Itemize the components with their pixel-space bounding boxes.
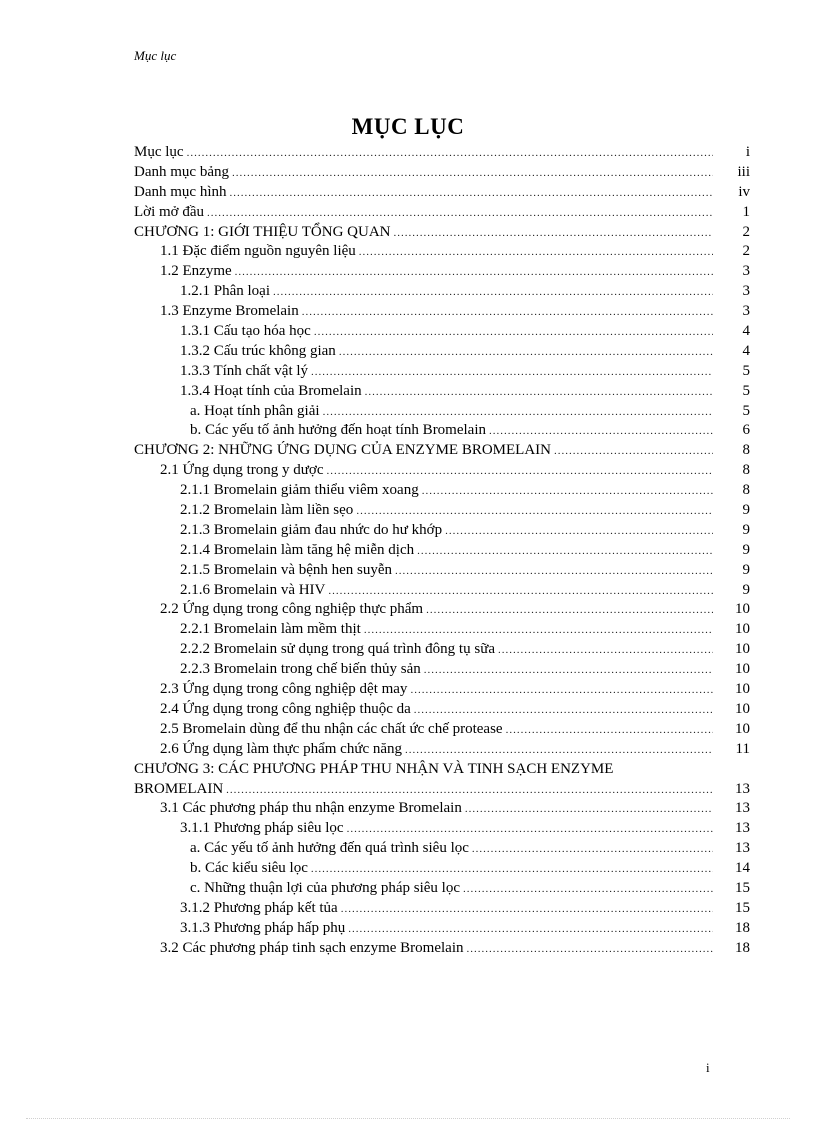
toc-entry-page: 3: [742, 303, 750, 320]
toc-entry-page: 3: [742, 283, 750, 300]
toc-entry-label: 1.1 Đặc điểm nguồn nguyên liệu: [160, 243, 356, 260]
dot-leader: [339, 343, 713, 363]
toc-entry-label: a. Hoạt tính phân giải: [190, 402, 320, 419]
toc-entry-label: Danh mục hình: [134, 183, 227, 200]
dot-leader: [422, 482, 713, 502]
toc-entry[interactable]: [134, 760, 750, 780]
toc-entry-label: 1.3 Enzyme Bromelain: [160, 303, 299, 320]
toc-entry[interactable]: [134, 720, 750, 740]
toc-entry[interactable]: [134, 839, 750, 859]
toc-entry-label: 2.6 Ứng dụng làm thực phẩm chức năng: [160, 740, 403, 757]
toc-entry-page: 8: [742, 442, 750, 459]
dot-leader: [341, 900, 713, 920]
toc-entry-label: 2.1.1 Bromelain giảm thiểu viêm xoang: [180, 482, 419, 499]
toc-entry[interactable]: [134, 521, 750, 541]
toc-entry[interactable]: [134, 581, 750, 601]
toc-entry-page: 5: [742, 362, 750, 379]
toc-entry-label: 2.2.1 Bromelain làm mềm thịt: [180, 621, 361, 638]
dot-leader: [414, 701, 713, 721]
dot-leader: [426, 601, 713, 621]
dot-leader: [273, 283, 713, 303]
toc-entry[interactable]: [134, 322, 750, 342]
toc-entry-page: 10: [735, 720, 750, 737]
dot-leader: [465, 800, 713, 820]
toc-entry-page: 18: [735, 919, 750, 936]
toc-entry-label: CHƯƠNG 2: NHỮNG ỨNG DỤNG CỦA ENZYME BROMELAIN: [134, 442, 551, 459]
dot-leader: [395, 562, 713, 582]
toc-entry[interactable]: [134, 780, 750, 800]
page-number: i: [706, 1060, 710, 1075]
dot-leader: [232, 164, 713, 184]
toc-entry[interactable]: [134, 203, 750, 223]
toc-entry-page: 5: [742, 382, 750, 399]
dot-leader: [311, 860, 713, 880]
toc-entry-page: 1: [742, 203, 750, 220]
table-of-contents: [134, 143, 750, 959]
dot-leader: [314, 323, 713, 343]
toc-entry-label: 3.1.3 Phương pháp hấp phụ: [180, 919, 346, 936]
toc-entry-page: 5: [742, 402, 750, 419]
toc-entry-page: 13: [735, 780, 750, 797]
toc-entry-label: 2.2 Ứng dụng trong công nghiệp thực phẩm: [160, 601, 424, 618]
toc-entry[interactable]: [134, 879, 750, 899]
dot-leader: [467, 940, 714, 960]
toc-entry[interactable]: [134, 223, 750, 243]
toc-entry[interactable]: [134, 939, 750, 959]
toc-entry[interactable]: [134, 660, 750, 680]
toc-entry-page: 14: [735, 860, 750, 877]
toc-entry-label: b. Các kiểu siêu lọc: [190, 860, 308, 877]
toc-entry-label: BROMELAIN: [134, 780, 224, 797]
toc-entry-label: b. Các yếu tố ảnh hưởng đến hoạt tính Bromelain: [190, 422, 487, 439]
toc-entry-label: a. Các yếu tố ảnh hưởng đến quá trình siêu lọc: [190, 840, 469, 857]
toc-entry-label: 2.1 Ứng dụng trong y dược: [160, 462, 324, 479]
toc-entry-page: iii: [737, 163, 750, 180]
dot-leader: [359, 243, 713, 263]
dot-leader: [235, 263, 713, 283]
toc-entry-page: 10: [735, 700, 750, 717]
toc-entry-page: 15: [735, 899, 750, 916]
toc-entry[interactable]: [134, 302, 750, 322]
toc-entry[interactable]: [134, 640, 750, 660]
dot-leader: [472, 840, 713, 860]
toc-entry[interactable]: [134, 700, 750, 720]
toc-entry-label: 2.3 Ứng dụng trong công nghiệp dệt may: [160, 681, 408, 698]
toc-entry-label: 1.3.1 Cấu tạo hóa học: [180, 323, 311, 340]
toc-entry[interactable]: [134, 620, 750, 640]
toc-entry-page: iv: [738, 183, 750, 200]
dot-leader: [506, 721, 713, 741]
toc-entry-label: 2.4 Ứng dụng trong công nghiệp thuộc da: [160, 700, 411, 717]
toc-entry-page: 10: [735, 621, 750, 638]
toc-entry[interactable]: [134, 680, 750, 700]
toc-entry-label: 1.3.4 Hoạt tính của Bromelain: [180, 382, 362, 399]
toc-entry[interactable]: [134, 501, 750, 521]
toc-entry-label: 3.1 Các phương pháp thu nhận enzyme Bromelain: [160, 800, 462, 817]
dot-leader: [327, 462, 713, 482]
toc-entry-label: 2.1.4 Bromelain làm tăng hệ miễn dịch: [180, 541, 415, 558]
dot-leader: [323, 403, 713, 423]
toc-entry-page: 11: [735, 740, 750, 757]
toc-entry-label: 3.1.2 Phương pháp kết tủa: [180, 899, 338, 916]
toc-entry-page: 13: [735, 820, 750, 837]
toc-entry-page: 18: [735, 939, 750, 956]
toc-entry-page: 4: [742, 323, 750, 340]
toc-entry-page: 13: [735, 800, 750, 817]
toc-entry-label: 3.2 Các phương pháp tinh sạch enzyme Bromelain: [160, 939, 464, 956]
dot-leader: [405, 741, 713, 761]
toc-entry-label: 2.1.2 Bromelain làm liền sẹo: [180, 502, 354, 519]
running-header: Mục lục: [134, 48, 177, 63]
toc-entry[interactable]: [134, 262, 750, 282]
toc-entry[interactable]: [134, 421, 750, 441]
toc-entry-label: 2.5 Bromelain dùng để thu nhận các chất ức chế protease: [160, 720, 503, 737]
toc-entry-page: 10: [735, 641, 750, 658]
toc-entry-label: 1.3.3 Tính chất vật lý: [180, 362, 309, 379]
toc-entry-label: 1.3.2 Cấu trúc không gian: [180, 342, 336, 359]
dot-leader: [498, 641, 713, 661]
toc-entry-page: 10: [735, 661, 750, 678]
dot-leader: [226, 781, 713, 801]
toc-entry[interactable]: [134, 919, 750, 939]
toc-entry[interactable]: [134, 819, 750, 839]
toc-entry[interactable]: [134, 799, 750, 819]
toc-entry[interactable]: [134, 282, 750, 302]
toc-entry-page: 2: [742, 223, 750, 240]
toc-entry-page: 9: [742, 502, 750, 519]
toc-entry-page: 10: [735, 681, 750, 698]
toc-entry-label: 2.2.2 Bromelain sử dụng trong quá trình đông tụ sữa: [180, 641, 495, 658]
toc-entry-page: 9: [742, 521, 750, 538]
toc-entry-label: 1.2 Enzyme: [160, 263, 232, 280]
toc-entry-page: 9: [742, 541, 750, 558]
dot-leader: [410, 681, 713, 701]
toc-entry-label: 1.2.1 Phân loại: [180, 283, 270, 300]
dot-leader: [356, 502, 713, 522]
toc-entry-label: 3.1.1 Phương pháp siêu lọc: [180, 820, 344, 837]
toc-entry[interactable]: [134, 461, 750, 481]
toc-entry-label: 2.1.5 Bromelain và bệnh hen suyễn: [180, 561, 393, 578]
dot-leader: [445, 522, 713, 542]
page-title: MỤC LỤC: [351, 114, 465, 139]
toc-entry[interactable]: [134, 561, 750, 581]
toc-entry-page: 13: [735, 840, 750, 857]
toc-entry[interactable]: [134, 481, 750, 501]
dot-leader: [348, 920, 713, 940]
toc-entry[interactable]: [134, 600, 750, 620]
toc-entry[interactable]: [134, 899, 750, 919]
toc-entry-page: 9: [742, 581, 750, 598]
toc-entry-label: Lời mở đầu: [134, 203, 205, 220]
toc-entry[interactable]: [134, 740, 750, 760]
toc-entry[interactable]: [134, 362, 750, 382]
dot-leader: [463, 880, 713, 900]
toc-entry-page: 15: [735, 879, 750, 896]
dot-leader: [364, 621, 713, 641]
toc-entry-page: 3: [742, 263, 750, 280]
toc-entry[interactable]: [134, 382, 750, 402]
dot-leader: [328, 582, 713, 602]
toc-entry-label: Mục lục: [134, 144, 184, 160]
dot-leader: [229, 184, 713, 204]
toc-entry[interactable]: [134, 163, 750, 183]
dot-leader: [187, 144, 713, 164]
page-bottom-divider: [26, 1118, 790, 1119]
dot-leader: [417, 542, 713, 562]
toc-entry[interactable]: [134, 242, 750, 262]
toc-entry-label: c. Những thuận lợi của phương pháp siêu lọc: [190, 879, 460, 896]
dot-leader: [311, 363, 713, 383]
toc-entry-page: 6: [742, 422, 750, 439]
toc-entry[interactable]: [134, 342, 750, 362]
toc-entry-page: i: [745, 144, 750, 160]
dot-leader: [365, 383, 713, 403]
toc-entry-label: CHƯƠNG 1: GIỚI THIỆU TỔNG QUAN: [134, 223, 391, 240]
toc-entry-label: 2.1.6 Bromelain và HIV: [180, 581, 326, 598]
dot-leader: [347, 820, 713, 840]
toc-entry-label: CHƯƠNG 3: CÁC PHƯƠNG PHÁP THU NHẬN VÀ TINH SẠCH ENZYME: [134, 760, 614, 777]
dot-leader: [424, 661, 713, 681]
toc-entry[interactable]: [134, 402, 750, 422]
toc-entry-page: 8: [742, 482, 750, 499]
toc-entry[interactable]: [134, 441, 750, 461]
toc-entry-label: Danh mục bảng: [134, 163, 229, 180]
toc-entry-page: 2: [742, 243, 750, 260]
toc-entry-label: 2.2.3 Bromelain trong chế biến thủy sản: [180, 661, 421, 678]
dot-leader: [554, 442, 713, 462]
dot-leader: [489, 422, 713, 442]
toc-entry[interactable]: [134, 143, 750, 163]
toc-entry-page: 10: [735, 601, 750, 618]
dot-leader: [207, 204, 713, 224]
toc-entry[interactable]: [134, 859, 750, 879]
toc-entry[interactable]: [134, 541, 750, 561]
toc-entry-page: 8: [742, 462, 750, 479]
toc-entry-label: 2.1.3 Bromelain giảm đau nhức do hư khớp: [180, 521, 443, 538]
toc-entry-page: 9: [742, 561, 750, 578]
toc-entry[interactable]: [134, 183, 750, 203]
toc-entry-page: 4: [742, 342, 750, 359]
dot-leader: [302, 303, 713, 323]
dot-leader: [393, 224, 713, 244]
